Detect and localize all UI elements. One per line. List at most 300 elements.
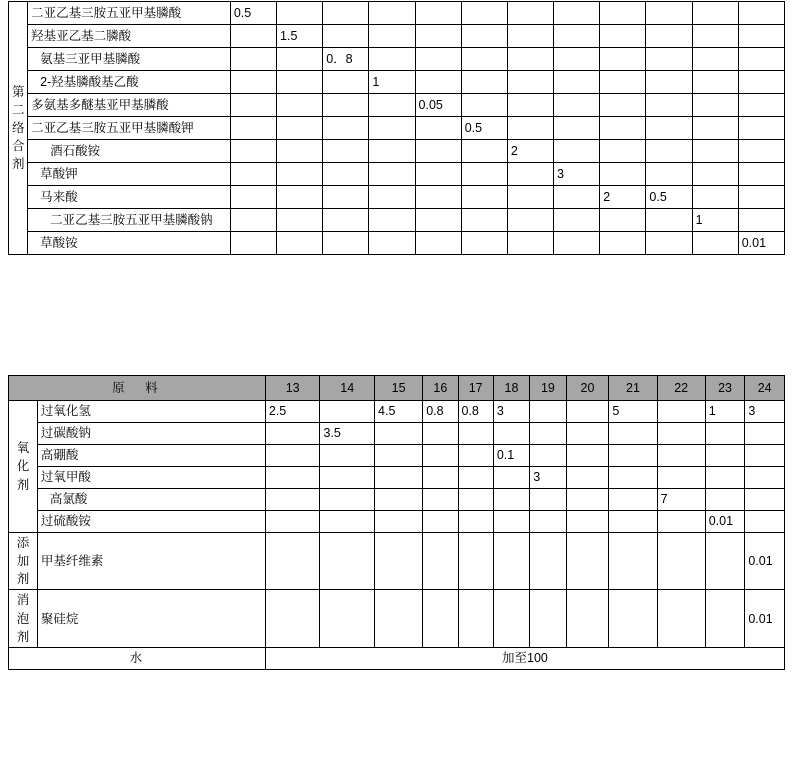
group-label-char: 剂 xyxy=(12,157,25,172)
cell-value xyxy=(375,445,423,467)
table-header-row xyxy=(9,376,785,401)
cell-value xyxy=(415,25,461,48)
cell-value xyxy=(461,163,507,186)
group-label-char: 二 xyxy=(12,102,25,117)
cell-value: 3.5 xyxy=(320,423,375,445)
cell-value xyxy=(530,489,566,511)
cell-value xyxy=(415,71,461,94)
cell-value xyxy=(600,163,646,186)
cell-value xyxy=(554,209,600,232)
cell-value xyxy=(265,423,320,445)
cell-value xyxy=(692,94,738,117)
cell-value xyxy=(738,94,784,117)
cell-value xyxy=(657,445,705,467)
cell-value xyxy=(657,467,705,489)
cell-value xyxy=(493,467,529,489)
cell-value xyxy=(738,2,784,25)
table-row xyxy=(9,232,785,255)
material-name: 氨基三亚甲基膦酸 xyxy=(28,48,231,71)
cell-value xyxy=(554,186,600,209)
group-label-char: 泡 xyxy=(16,611,30,626)
cell-value xyxy=(375,423,423,445)
material-name: 马来酸 xyxy=(28,186,231,209)
cell-value xyxy=(745,467,785,489)
table-row xyxy=(9,2,785,25)
cell-value xyxy=(461,25,507,48)
cell-value xyxy=(609,590,657,647)
cell-value xyxy=(507,71,553,94)
cell-value: 1 xyxy=(705,401,745,423)
cell-value xyxy=(415,186,461,209)
cell-value xyxy=(277,94,323,117)
cell-value xyxy=(265,467,320,489)
material-name: 酒石酸铵 xyxy=(28,140,231,163)
cell-value xyxy=(320,590,375,647)
table-row xyxy=(9,186,785,209)
cell-value xyxy=(415,117,461,140)
cell-value xyxy=(692,232,738,255)
cell-value xyxy=(692,186,738,209)
second-complexing-agent-table xyxy=(8,1,785,255)
cell-value xyxy=(566,511,609,533)
cell-value xyxy=(423,467,458,489)
cell-value xyxy=(277,232,323,255)
cell-value: 0.01 xyxy=(705,511,745,533)
cell-value xyxy=(369,209,415,232)
group-label-char: 氧 xyxy=(16,441,30,456)
cell-value xyxy=(692,48,738,71)
cell-value xyxy=(230,209,276,232)
cell-value xyxy=(423,590,458,647)
cell-value xyxy=(646,163,692,186)
cell-value xyxy=(265,511,320,533)
cell-value xyxy=(323,232,369,255)
cell-value xyxy=(600,232,646,255)
cell-value xyxy=(458,423,493,445)
cell-value xyxy=(369,232,415,255)
cell-value xyxy=(566,423,609,445)
cell-value: 1.5 xyxy=(277,25,323,48)
cell-value xyxy=(323,209,369,232)
cell-value: 7 xyxy=(657,489,705,511)
cell-value xyxy=(375,590,423,647)
table-row xyxy=(9,423,785,445)
material-name: 高氯酸 xyxy=(37,489,265,511)
cell-value xyxy=(320,445,375,467)
cell-value xyxy=(566,489,609,511)
header-col-22: 22 xyxy=(657,376,705,401)
cell-value xyxy=(692,117,738,140)
table-row xyxy=(9,511,785,533)
cell-value xyxy=(265,489,320,511)
group-label-char: 加 xyxy=(16,554,30,569)
material-name: 二亚乙基三胺五亚甲基膦酸钾 xyxy=(28,117,231,140)
cell-value: 5 xyxy=(609,401,657,423)
material-name: 高硼酸 xyxy=(37,445,265,467)
cell-value xyxy=(277,71,323,94)
header-col-18: 18 xyxy=(493,376,529,401)
cell-value xyxy=(745,489,785,511)
cell-value: 0.8 xyxy=(458,401,493,423)
cell-value: 3 xyxy=(745,401,785,423)
material-name: 过氧甲酸 xyxy=(37,467,265,489)
cell-value xyxy=(705,467,745,489)
cell-value xyxy=(507,186,553,209)
cell-value xyxy=(461,2,507,25)
cell-value xyxy=(738,25,784,48)
material-name: 二亚乙基三胺五亚甲基膦酸 xyxy=(28,2,231,25)
cell-value xyxy=(705,423,745,445)
cell-value xyxy=(375,511,423,533)
header-col-14: 14 xyxy=(320,376,375,401)
water-label: 水 xyxy=(9,647,266,669)
cell-value xyxy=(554,140,600,163)
cell-value xyxy=(609,445,657,467)
cell-value xyxy=(458,489,493,511)
cell-value xyxy=(320,533,375,590)
material-name: 草酸铵 xyxy=(28,232,231,255)
cell-value xyxy=(369,117,415,140)
cell-value: 1 xyxy=(369,71,415,94)
group-label-char: 第 xyxy=(12,84,25,99)
table-row xyxy=(9,48,785,71)
cell-value xyxy=(423,423,458,445)
cell-value xyxy=(646,232,692,255)
cell-value: 0.1 xyxy=(493,445,529,467)
cell-value xyxy=(493,533,529,590)
cell-value xyxy=(566,533,609,590)
cell-value xyxy=(507,2,553,25)
cell-value xyxy=(600,209,646,232)
cell-value xyxy=(277,2,323,25)
table-row xyxy=(9,94,785,117)
cell-value: 2.5 xyxy=(265,401,320,423)
cell-value xyxy=(530,533,566,590)
cell-value xyxy=(530,511,566,533)
cell-value xyxy=(230,48,276,71)
cell-value xyxy=(554,48,600,71)
cell-value xyxy=(600,117,646,140)
cell-value xyxy=(738,71,784,94)
cell-value xyxy=(461,186,507,209)
cell-value xyxy=(461,94,507,117)
group-label-char: 剂 xyxy=(16,477,30,492)
cell-value xyxy=(530,590,566,647)
cell-value xyxy=(705,590,745,647)
group-label-defoamer xyxy=(9,590,38,647)
cell-value xyxy=(554,94,600,117)
cell-value: 1 xyxy=(692,209,738,232)
cell-value xyxy=(566,467,609,489)
cell-value xyxy=(369,163,415,186)
table-row xyxy=(9,401,785,423)
cell-value xyxy=(277,117,323,140)
cell-value xyxy=(692,2,738,25)
cell-value xyxy=(646,71,692,94)
cell-value xyxy=(609,511,657,533)
cell-value xyxy=(554,71,600,94)
table-row xyxy=(9,590,785,647)
cell-value: 0.5 xyxy=(230,2,276,25)
cell-value xyxy=(415,140,461,163)
cell-value xyxy=(458,590,493,647)
material-name: 过氧化氢 xyxy=(37,401,265,423)
cell-value xyxy=(458,467,493,489)
cell-value xyxy=(646,2,692,25)
cell-value xyxy=(265,533,320,590)
material-name: 2-羟基膦酸基乙酸 xyxy=(28,71,231,94)
cell-value xyxy=(738,48,784,71)
cell-value xyxy=(566,401,609,423)
cell-value xyxy=(554,232,600,255)
cell-value xyxy=(230,117,276,140)
header-col-19: 19 xyxy=(530,376,566,401)
group-label-oxidant xyxy=(9,401,38,533)
cell-value xyxy=(458,511,493,533)
cell-value xyxy=(415,48,461,71)
cell-value xyxy=(493,489,529,511)
cell-value xyxy=(738,117,784,140)
table-row xyxy=(9,445,785,467)
table-row xyxy=(9,25,785,48)
cell-value xyxy=(323,163,369,186)
cell-value xyxy=(369,186,415,209)
group-label-additive xyxy=(9,533,38,590)
cell-value xyxy=(323,71,369,94)
cell-value xyxy=(493,423,529,445)
cell-value xyxy=(461,71,507,94)
table-row xyxy=(9,467,785,489)
cell-value xyxy=(507,94,553,117)
water-value: 加至100 xyxy=(265,647,784,669)
cell-value xyxy=(600,25,646,48)
cell-value xyxy=(705,489,745,511)
table-row xyxy=(9,117,785,140)
cell-value xyxy=(657,401,705,423)
cell-value xyxy=(745,511,785,533)
cell-value xyxy=(369,140,415,163)
cell-value: 3 xyxy=(554,163,600,186)
header-col-21: 21 xyxy=(609,376,657,401)
cell-value xyxy=(530,423,566,445)
cell-value xyxy=(646,94,692,117)
cell-value xyxy=(265,445,320,467)
cell-value xyxy=(230,94,276,117)
cell-value xyxy=(507,163,553,186)
table-row xyxy=(9,533,785,590)
cell-value xyxy=(493,511,529,533)
cell-value xyxy=(600,140,646,163)
cell-value xyxy=(423,511,458,533)
header-col-13: 13 xyxy=(265,376,320,401)
cell-value xyxy=(230,232,276,255)
cell-value xyxy=(369,94,415,117)
cell-value xyxy=(230,186,276,209)
header-col-23: 23 xyxy=(705,376,745,401)
cell-value xyxy=(600,94,646,117)
cell-value xyxy=(554,25,600,48)
table-row xyxy=(9,140,785,163)
cell-value: 2 xyxy=(507,140,553,163)
group-label-char: 合 xyxy=(12,139,25,154)
oxidant-additive-defoamer-table xyxy=(8,375,785,670)
cell-value xyxy=(320,511,375,533)
table-row xyxy=(9,489,785,511)
material-name: 羟基亚乙基二膦酸 xyxy=(28,25,231,48)
cell-value xyxy=(423,533,458,590)
cell-value xyxy=(609,467,657,489)
table-row xyxy=(9,71,785,94)
cell-value: 0.01 xyxy=(745,533,785,590)
cell-value xyxy=(745,423,785,445)
group-label-char: 络 xyxy=(12,120,25,135)
cell-value xyxy=(277,163,323,186)
cell-value xyxy=(530,401,566,423)
cell-value xyxy=(415,232,461,255)
cell-value xyxy=(320,467,375,489)
cell-value xyxy=(461,232,507,255)
cell-value xyxy=(375,467,423,489)
cell-value xyxy=(415,209,461,232)
cell-value xyxy=(609,423,657,445)
cell-value xyxy=(566,445,609,467)
cell-value xyxy=(738,140,784,163)
cell-value xyxy=(600,2,646,25)
cell-value xyxy=(230,71,276,94)
cell-value xyxy=(507,117,553,140)
cell-value xyxy=(692,71,738,94)
group-label-second-complexing-agent xyxy=(9,2,28,255)
cell-value xyxy=(507,48,553,71)
cell-value xyxy=(277,48,323,71)
cell-value xyxy=(600,48,646,71)
cell-value xyxy=(323,117,369,140)
header-material: 原 料 xyxy=(9,376,266,401)
cell-value xyxy=(458,445,493,467)
cell-value: 0.5 xyxy=(646,186,692,209)
cell-value: 2 xyxy=(600,186,646,209)
cell-value xyxy=(600,71,646,94)
cell-value xyxy=(265,590,320,647)
cell-value xyxy=(738,209,784,232)
cell-value: 0.5 xyxy=(461,117,507,140)
cell-value xyxy=(230,25,276,48)
cell-value xyxy=(369,2,415,25)
cell-value: 0．8 xyxy=(323,48,369,71)
cell-value xyxy=(375,533,423,590)
cell-value: 0.05 xyxy=(415,94,461,117)
group-label-char: 消 xyxy=(16,593,30,608)
cell-value xyxy=(369,25,415,48)
cell-value xyxy=(554,2,600,25)
group-label-char: 添 xyxy=(16,536,30,550)
cell-value xyxy=(415,2,461,25)
cell-value xyxy=(323,25,369,48)
cell-value: 4.5 xyxy=(375,401,423,423)
cell-value xyxy=(323,2,369,25)
table-row-water xyxy=(9,647,785,669)
cell-value xyxy=(323,140,369,163)
cell-value xyxy=(530,445,566,467)
material-name: 草酸钾 xyxy=(28,163,231,186)
cell-value xyxy=(320,401,375,423)
cell-value xyxy=(458,533,493,590)
cell-value xyxy=(461,209,507,232)
cell-value xyxy=(277,209,323,232)
cell-value xyxy=(415,163,461,186)
group-label-char: 剂 xyxy=(16,572,30,587)
header-col-20: 20 xyxy=(566,376,609,401)
cell-value: 0.01 xyxy=(745,590,785,647)
cell-value xyxy=(609,489,657,511)
cell-value xyxy=(646,209,692,232)
material-name: 多氨基多醚基亚甲基膦酸 xyxy=(28,94,231,117)
cell-value xyxy=(493,590,529,647)
cell-value xyxy=(657,511,705,533)
group-label-char: 化 xyxy=(16,459,30,474)
cell-value xyxy=(507,25,553,48)
cell-value xyxy=(461,140,507,163)
cell-value xyxy=(461,48,507,71)
cell-value xyxy=(554,117,600,140)
cell-value xyxy=(657,590,705,647)
cell-value xyxy=(423,489,458,511)
cell-value xyxy=(369,48,415,71)
material-name: 聚硅烷 xyxy=(37,590,265,647)
cell-value xyxy=(507,209,553,232)
cell-value xyxy=(609,533,657,590)
cell-value xyxy=(230,163,276,186)
cell-value: 0.8 xyxy=(423,401,458,423)
cell-value xyxy=(507,232,553,255)
material-name: 甲基纤维素 xyxy=(37,533,265,590)
material-name: 过硫酸铵 xyxy=(37,511,265,533)
cell-value: 0.01 xyxy=(738,232,784,255)
cell-value xyxy=(646,25,692,48)
group-label-char: 剂 xyxy=(16,629,30,644)
cell-value xyxy=(323,186,369,209)
cell-value xyxy=(692,163,738,186)
header-col-17: 17 xyxy=(458,376,493,401)
cell-value xyxy=(320,489,375,511)
header-col-15: 15 xyxy=(375,376,423,401)
cell-value: 3 xyxy=(493,401,529,423)
cell-value xyxy=(230,140,276,163)
cell-value xyxy=(566,590,609,647)
header-col-24: 24 xyxy=(745,376,785,401)
cell-value xyxy=(646,140,692,163)
cell-value xyxy=(692,140,738,163)
table-row xyxy=(9,209,785,232)
cell-value xyxy=(646,117,692,140)
table-row xyxy=(9,163,785,186)
cell-value xyxy=(657,533,705,590)
cell-value xyxy=(738,186,784,209)
cell-value xyxy=(745,445,785,467)
cell-value xyxy=(705,445,745,467)
material-name: 二亚乙基三胺五亚甲基膦酸钠 xyxy=(28,209,231,232)
cell-value xyxy=(375,489,423,511)
cell-value xyxy=(277,140,323,163)
cell-value xyxy=(692,25,738,48)
cell-value xyxy=(423,445,458,467)
header-col-16: 16 xyxy=(423,376,458,401)
cell-value xyxy=(646,48,692,71)
cell-value xyxy=(277,186,323,209)
cell-value xyxy=(657,423,705,445)
cell-value: 3 xyxy=(530,467,566,489)
cell-value xyxy=(705,533,745,590)
